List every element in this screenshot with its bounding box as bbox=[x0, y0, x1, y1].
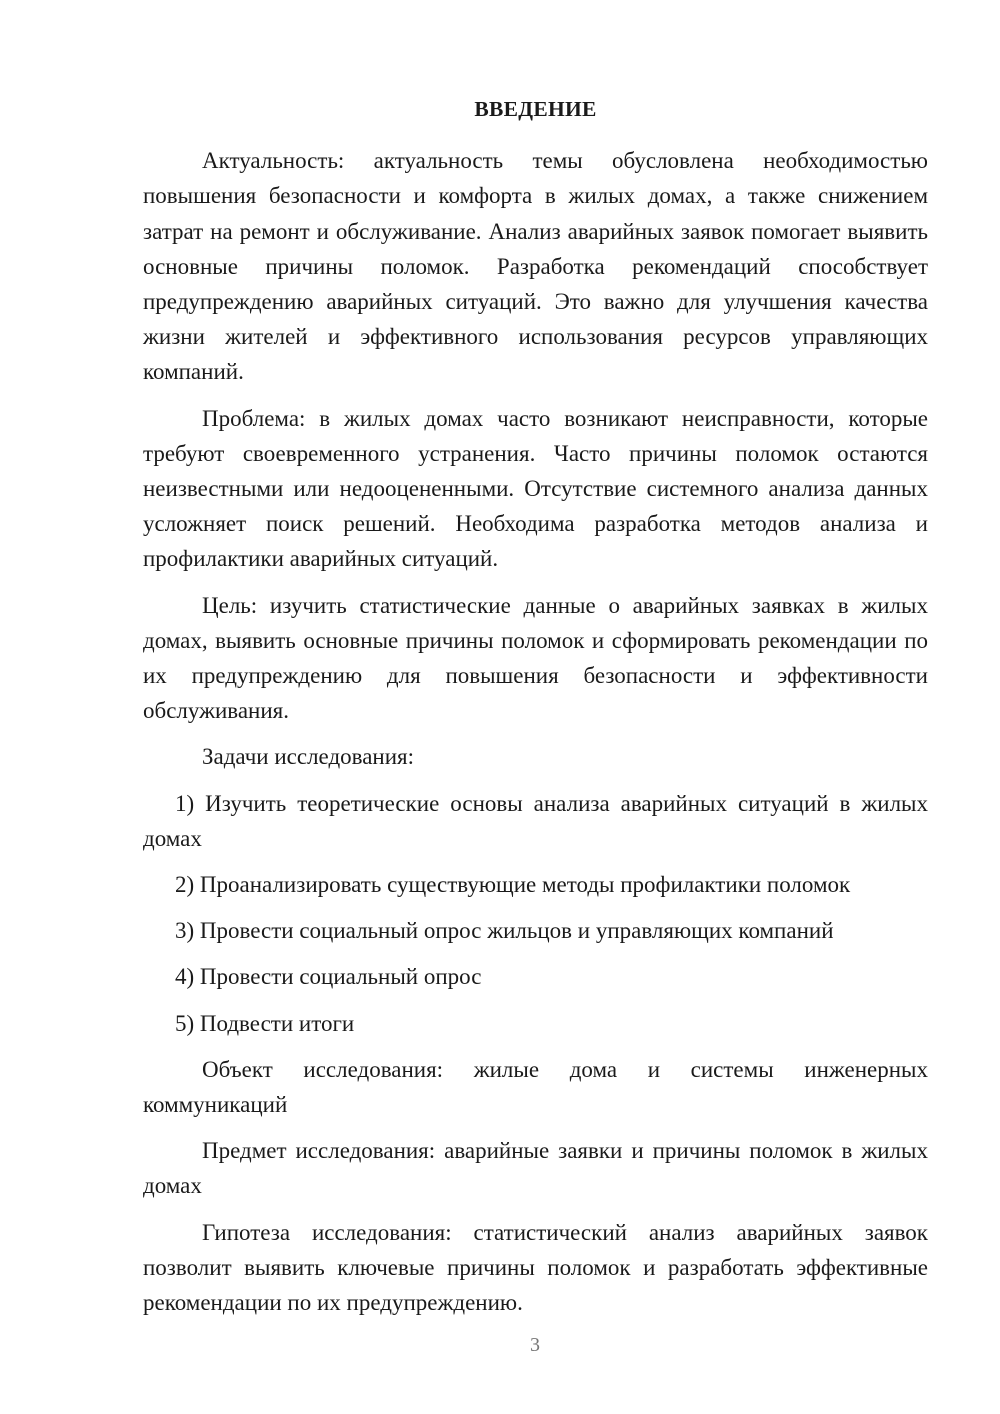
page-content bbox=[143, 92, 928, 1331]
page-number: 3 bbox=[530, 1334, 540, 1356]
relevance-paragraph: Актуальность: актуальность темы обусловлена необходимостью повышения безопасности и комфорта в жилых домах, а также снижением затрат на ремонт и обслуживание. Анализ аварийных заявок помогает выявить основные причины поломок. Разработка рекомендаций способствует предупреждению аварийных ситуаций. Это важно для улучшения качества жизни жителей и эффективного использования ресурсов управляющих компаний. bbox=[143, 148, 928, 385]
subject-paragraph: Предмет исследования: аварийные заявки и причины поломок в жилых домах bbox=[143, 1138, 928, 1199]
task-item: 2) Проанализировать существующие методы профилактики поломок bbox=[175, 872, 851, 898]
task-item: 4) Провести социальный опрос bbox=[175, 964, 482, 990]
goal-paragraph: Цель: изучить статистические данные о аварийных заявках в жилых домах, выявить основные причины поломок и сформировать рекомендации по их предупреждению для повышения безопасности и эффективности обслуживания. bbox=[143, 592, 928, 724]
hypothesis-paragraph: Гипотеза исследования: статистический анализ аварийных заявок позволит выявить ключевые причины поломок и разработать эффективные рекомендации по их предупреждению. bbox=[143, 1219, 928, 1316]
task-item: 5) Подвести итоги bbox=[175, 1010, 355, 1036]
task-item: 1) Изучить теоретические основы анализа аварийных ситуаций в жилых домах bbox=[143, 790, 928, 851]
object-paragraph: Объект исследования: жилые дома и системы инженерных коммуникаций bbox=[143, 1056, 928, 1118]
tasks-heading: Задачи исследования: bbox=[202, 744, 415, 770]
section-title: ВВЕДЕНИЕ bbox=[474, 97, 597, 121]
task-item: 3) Провести социальный опрос жильцов и управляющих компаний bbox=[175, 918, 834, 944]
problem-paragraph: Проблема: в жилых домах часто возникают неисправности, которые требуют своевременного устранения. Часто причины поломок остаются неизвестными или недооцененными. Отсутствие системного анализа данных усложняет поиск решений. Необходима разработка методов анализа и профилактики аварийных ситуаций. bbox=[143, 405, 928, 572]
